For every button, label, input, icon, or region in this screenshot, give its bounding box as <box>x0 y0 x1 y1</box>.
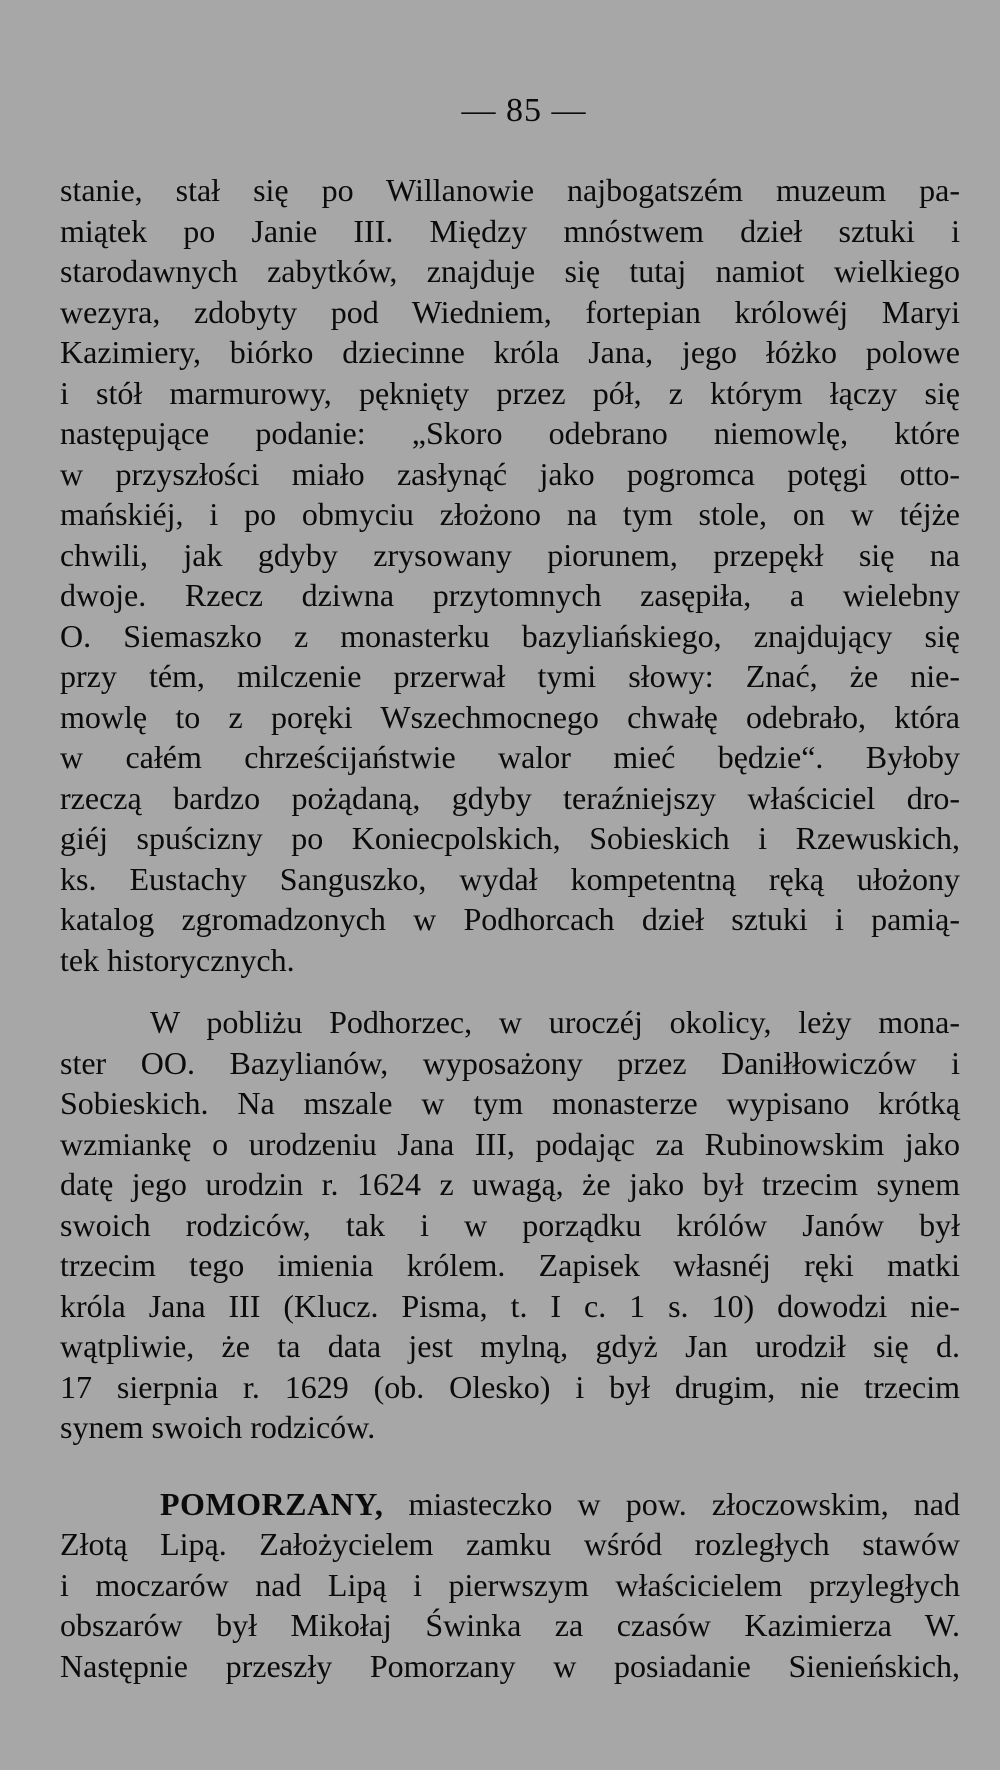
text-line: w przyszłości miało zasłynąć jako pogromca potęgi otto- <box>60 455 960 492</box>
text-line: 17 sierpnia r. 1629 (ob. Olesko) i był drugim, nie trzecim <box>60 1368 960 1405</box>
text-line: giéj spuścizny po Koniecpolskich, Sobieskich i Rzewuskich, <box>60 820 960 856</box>
text-line: Złotą Lipą. Założycielem zamku wśród rozległych stawów <box>60 1526 960 1562</box>
text-line: miątek po Janie III. Między mnóstwem dzieł sztuki i <box>60 212 960 249</box>
text-line: tek historycznych. <box>60 941 295 978</box>
paragraph-gap <box>60 980 960 1002</box>
paragraph-podhorce-collection <box>60 170 960 980</box>
paragraph-pomorzany-entry <box>60 1484 960 1687</box>
text-line: i moczarów nad Lipą i pierwszym właścicielem przyległych <box>60 1566 960 1603</box>
text-line: dwoje. Rzecz dziwna przytomnych zasępiła, a wielebny <box>60 577 960 613</box>
text-line: w całém chrześcijaństwie walor mieć będzie“. Byłoby <box>60 739 960 775</box>
text-line: mańskiéj, i po obmyciu złożono na tym stole, on w téjże <box>60 496 960 532</box>
text-line: swoich rodziców, tak i w porządku królów Janów był <box>60 1206 960 1243</box>
paragraph-monastery <box>60 1002 960 1448</box>
text-line: przy tém, milczenie przerwał tymi słowy: Znać, że nie- <box>60 658 960 694</box>
text-line: starodawnych zabytków, znajduje się tutaj namiot wielkiego <box>60 253 960 289</box>
text-line: obszarów był Mikołaj Świnka za czasów Kazimierza W. <box>60 1607 960 1643</box>
page-number: — 85 — <box>461 92 587 129</box>
text-line: króla Jana III (Klucz. Pisma, t. I c. 1 s. 10) dowodzi nie- <box>60 1287 960 1324</box>
text-line: ster OO. Bazylianów, wyposażony przez Daniłłowiczów i <box>60 1044 960 1081</box>
text-line: Kazimiery, biórko dziecinne króla Jana, jego łóżko polowe <box>60 334 960 370</box>
entry-first-line <box>60 1484 960 1525</box>
text-line: O. Siemaszko z monasterku bazyliańskiego, znajdujący się <box>60 617 960 654</box>
text-line: ks. Eustachy Sanguszko, wydał kompetentną ręką ułożony <box>60 860 960 897</box>
text-line: wątpliwie, że ta data jest mylną, gdyż Jan urodził się d. <box>60 1328 960 1364</box>
text-line: mowlę to z poręki Wszechmocnego chwałę odebrało, która <box>60 698 960 735</box>
text-line: i stół marmurowy, pęknięty przez pół, z którym łączy się <box>60 374 960 411</box>
text-line: rzeczą bardzo pożądaną, gdyby teraźniejszy właściciel dro- <box>60 779 960 816</box>
text-line: katalog zgromadzonych w Podhorcach dzieł sztuki i pamią- <box>60 901 960 937</box>
text-line: Sobieskich. Na mszale w tym monasterze wypisano krótką <box>60 1085 960 1121</box>
entry-first-line-text: miasteczko w pow. złoczowskim, nad <box>408 1485 961 1522</box>
paragraph-gap <box>60 1448 960 1484</box>
text-line: wzmiankę o urodzeniu Jana III, podając za Rubinowskim jako <box>60 1125 960 1162</box>
text-line: następujące podanie: „Skoro odebrano niemowlę, które <box>60 415 960 451</box>
text-line: trzecim tego imienia królem. Zapisek własnéj ręki matki <box>60 1247 960 1283</box>
text-line: wezyra, zdobyty pod Wiedniem, fortepian królowéj Maryi <box>60 293 960 330</box>
text-line: chwili, jak gdyby zrysowany piorunem, przepękł się na <box>60 536 960 573</box>
text-line: W pobliżu Podhorzec, w uroczéj okolicy, leży mona- <box>150 1004 960 1040</box>
text-column <box>60 170 960 1686</box>
text-line: datę jego urodzin r. 1624 z uwagą, że jako był trzecim synem <box>60 1166 960 1202</box>
text-line: synem swoich rodziców. <box>60 1409 376 1445</box>
text-line: Następnie przeszły Pomorzany w posiadanie Sienieńskich, <box>60 1647 960 1684</box>
text-line: stanie, stał się po Willanowie najbogatszém muzeum pa- <box>60 172 960 208</box>
entry-heading: POMORZANY, <box>160 1485 384 1522</box>
